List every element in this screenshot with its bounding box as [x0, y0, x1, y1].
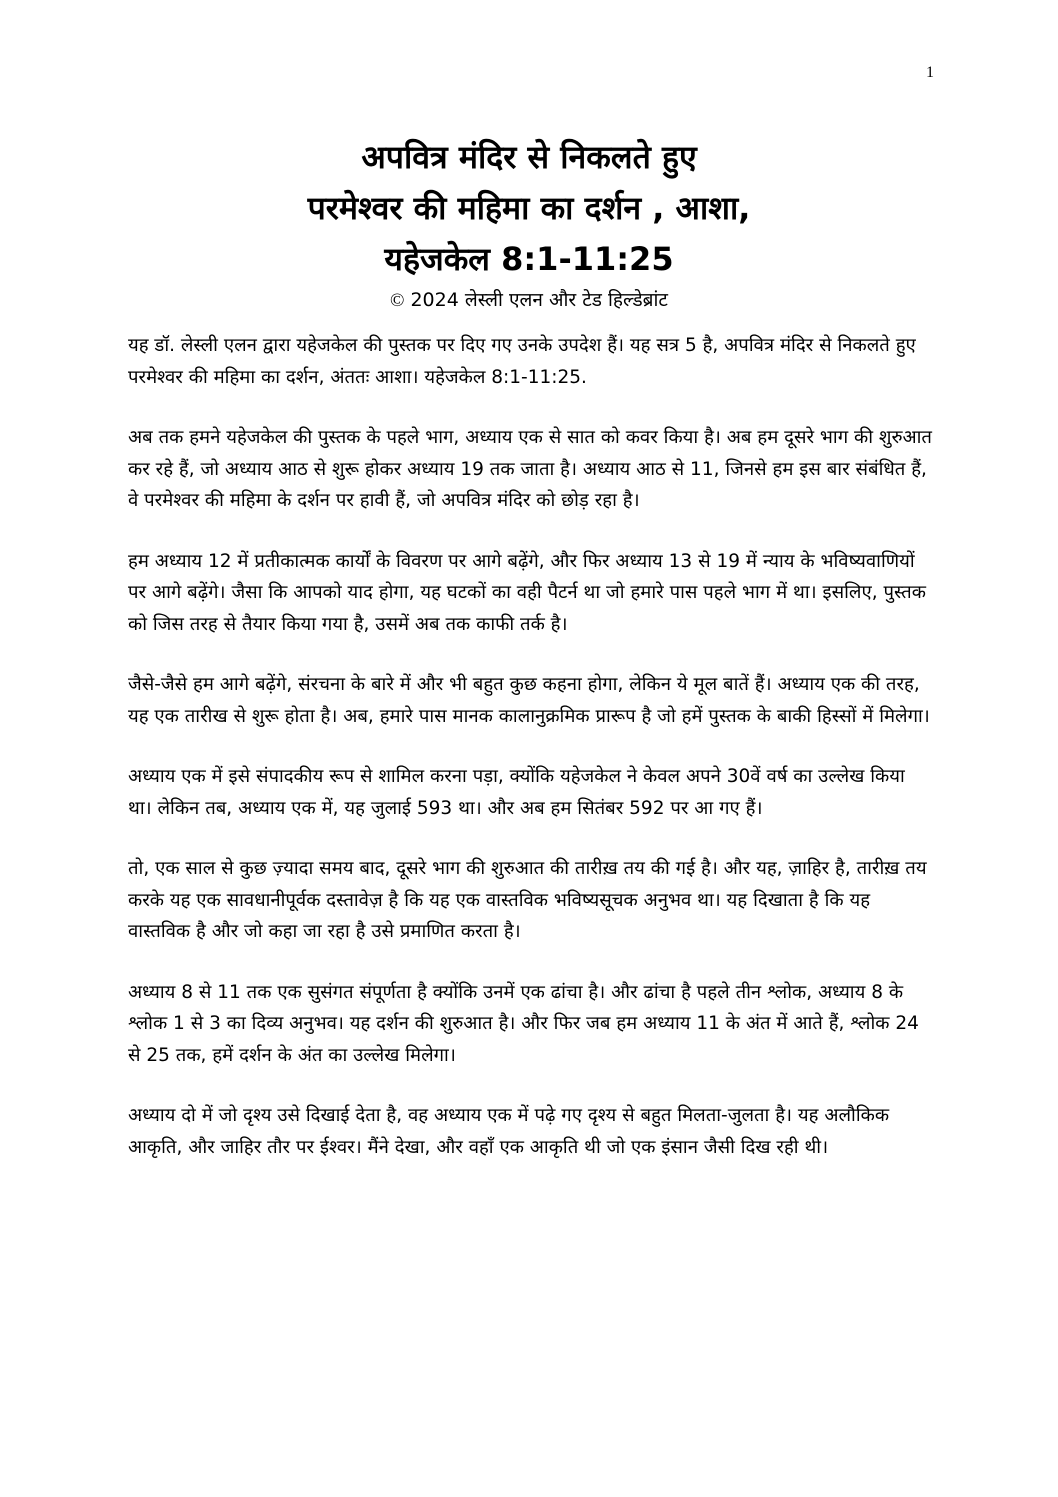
- copyright-text: 2024 लेस्ली एलन और टेड हिल्डेब्रांट: [410, 289, 669, 311]
- copyright-symbol: ©: [389, 290, 405, 311]
- paragraph: तो, एक साल से कुछ ज़्यादा समय बाद, दूसरे भाग की शुरुआत की तारीख़ तय की गई है। और यह, ज़ाहिर है, तारीख़ तय करके यह एक सावधानीपूर्वक दस्तावेज़ है कि यह एक वास्तविक भविष्यसूचक अनुभव था। यह दिखाता है कि यह वास्तविक है और जो कहा जा रहा है उसे प्रमाणित करता है।: [128, 858, 927, 942]
- title-block: [0, 132, 1058, 314]
- paragraph: अध्याय दो में जो दृश्य उसे दिखाई देता है, वह अध्याय एक में पढ़े गए दृश्य से बहुत मिलता-जुलता है। यह अलौकिक आकृति, और जाहिर तौर पर ईश्वर। मैंने देखा, और वहाँ एक आकृति थी जो एक इंसान जैसी दिख रही थी।: [128, 1105, 890, 1158]
- paragraph: अध्याय 8 से 11 तक एक सुसंगत संपूर्णता है क्योंकि उनमें एक ढांचा है। और ढांचा है पहले तीन श्लोक, अध्याय 8 के श्लोक 1 से 3 का दिव्य अनुभव। यह दर्शन की शुरुआत है। और फिर जब हम अध्याय 11 के अंत में आते हैं, श्लोक 24 से 25 तक, हमें दर्शन के अंत का उल्लेख मिलेगा।: [128, 981, 919, 1066]
- paragraph: हम अध्याय 12 में प्रतीकात्मक कार्यों के विवरण पर आगे बढ़ेंगे, और फिर अध्याय 13 से 19 में न्याय के भविष्यवाणियों पर आगे बढ़ेंगे। जैसा कि आपको याद होगा, यह घटकों का वही पैटर्न था जो हमारे पास पहले भाग में था। इसलिए, पुस्तक को जिस तरह से तैयार किया गया है, उसमें अब तक काफी तर्क है।: [128, 550, 926, 635]
- paragraph: यह डॉ. लेस्ली एलन द्वारा यहेजकेल की पुस्तक पर दिए गए उनके उपदेश हैं। यह सत्र 5 है, अपवित्र मंदिर से निकलते हुए परमेश्वर की महिमा का दर्शन, अंततः आशा। यहेजकेल 8:1-11:25.: [128, 335, 916, 388]
- document-body: [128, 330, 934, 1192]
- paragraph: अध्याय एक में इसे संपादकीय रूप से शामिल करना पड़ा, क्योंकि यहेजकेल ने केवल अपने 30वें वर्ष का उल्लेख किया था। लेकिन तब, अध्याय एक में, यह जुलाई 593 था। और अब हम सितंबर 592 पर आ गए हैं।: [128, 766, 905, 819]
- paragraph: जैसे-जैसे हम आगे बढ़ेंगे, संरचना के बारे में और भी बहुत कुछ कहना होगा, लेकिन ये मूल बातें हैं। अध्याय एक की तरह, यह एक तारीख से शुरू होता है। अब, हमारे पास मानक कालानुक्रमिक प्रारूप है जो हमें पुस्तक के बाकी हिस्सों में मिलेगा।: [128, 674, 930, 727]
- title-line-2: परमेश्वर की महिमा का दर्शन , आशा,: [307, 189, 751, 227]
- paragraph: अब तक हमने यहेजकेल की पुस्तक के पहले भाग, अध्याय एक से सात को कवर किया है। अब हम दूसरे भाग की शुरुआत कर रहे हैं, जो अध्याय आठ से शुरू होकर अध्याय 19 तक जाता है। अध्याय आठ से 11, जिनसे हम इस बार संबंधित हैं, वे परमेश्वर की महिमा के दर्शन पर हावी हैं, जो अपवित्र मंदिर को छोड़ रहा है।: [128, 427, 932, 511]
- copyright-line: [0, 287, 1058, 314]
- title-line-3: यहेजकेल 8:1-11:25: [384, 240, 674, 278]
- page-number: 1: [926, 64, 934, 81]
- title-line-1: अपवित्र मंदिर से निकलते हुए: [361, 138, 697, 176]
